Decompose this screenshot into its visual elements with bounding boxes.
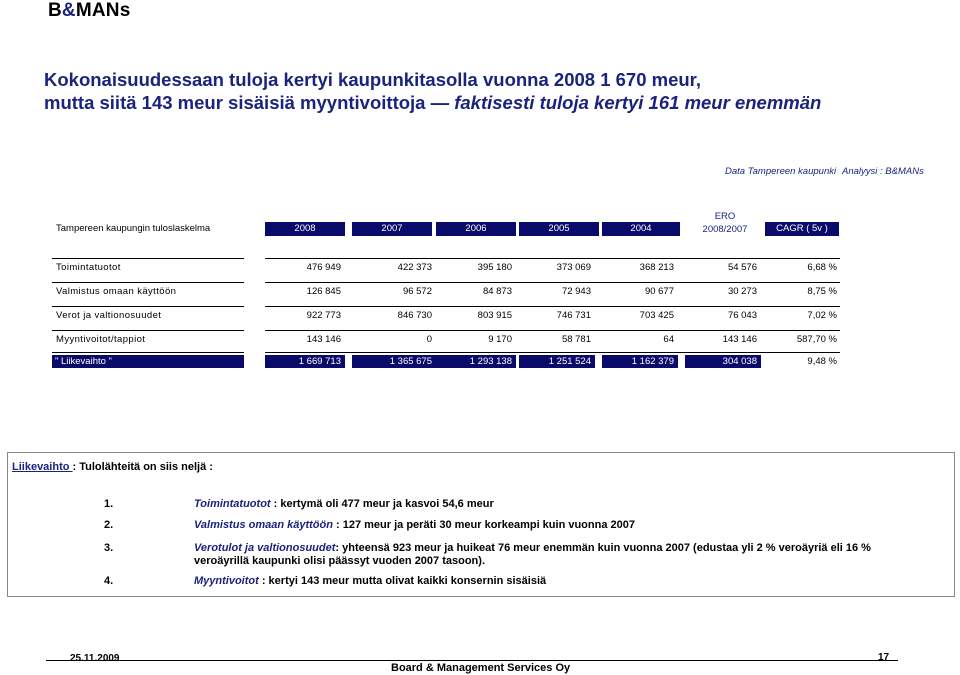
note-text: : yhteensä 923 meur ja huikeat 76 meur enemmän kuin vuonna 2007 (edustaa yli 2 % veroäyriä eli 16 % veroäyrillä kaupunki olisi päässyt vuoden 2007 tasoon). bbox=[194, 542, 871, 567]
note-text: : kertymä oli 477 meur ja kasvoi 54,6 meur bbox=[270, 498, 494, 510]
title-line-1: Kokonaisuudessaan tuloja kertyi kaupunkitasolla vuonna 2008 1 670 meur, bbox=[44, 69, 701, 90]
ero-header bbox=[690, 210, 760, 236]
row-line bbox=[52, 330, 244, 331]
total-cagr: 9,48 % bbox=[807, 356, 837, 367]
table-cell: 96 572 bbox=[402, 286, 432, 297]
row-label-myyntivoitot: Myyntivoitot/tappiot bbox=[56, 334, 146, 345]
page-title bbox=[44, 68, 821, 114]
year-header-2007: 2007 bbox=[352, 222, 432, 236]
row-line bbox=[265, 330, 840, 331]
table-cell: 476 949 bbox=[306, 262, 341, 273]
logo-suffix: MANs bbox=[75, 0, 131, 21]
total-cell: 304 038 bbox=[685, 355, 761, 368]
title-line-2-italic: faktisesti tuloja kertyi 161 meur enemmän bbox=[454, 92, 822, 113]
note-number: 3. bbox=[104, 542, 114, 554]
row-label-toimintatuotot: Toimintatuotot bbox=[56, 262, 121, 273]
ero-subtitle: 2008/2007 bbox=[702, 224, 748, 235]
table-cell: 703 425 bbox=[639, 310, 674, 321]
note-key: Verotulot ja valtionosuudet bbox=[194, 542, 336, 554]
table-cell: 126 845 bbox=[306, 286, 341, 297]
logo-prefix: B bbox=[48, 0, 62, 21]
notes-heading-rest: : Tulolähteitä on siis neljä : bbox=[72, 461, 213, 473]
cagr-header: CAGR ( 5v ) bbox=[765, 222, 839, 236]
note-text: : kertyi 143 meur mutta olivat kaikki konsernin sisäisiä bbox=[258, 575, 547, 587]
table-cell: 54 576 bbox=[727, 262, 757, 273]
source-analysis: Analyysi : B&MANs bbox=[842, 166, 924, 177]
row-line bbox=[265, 258, 840, 259]
note-key: Valmistus omaan käyttöön bbox=[194, 519, 333, 531]
table-cell: 76 043 bbox=[727, 310, 757, 321]
table-cell: 6,68 % bbox=[807, 262, 837, 273]
table-cell: 368 213 bbox=[639, 262, 674, 273]
row-line bbox=[265, 282, 840, 283]
table-cell: 84 873 bbox=[482, 286, 512, 297]
title-line-2-plain: mutta siitä 143 meur sisäisiä myyntivoittoja — bbox=[44, 92, 455, 113]
note-number: 2. bbox=[104, 519, 114, 531]
table-label: Tampereen kaupungin tuloslaskelma bbox=[56, 223, 211, 234]
total-cell: 1 293 138 bbox=[436, 355, 516, 368]
footer-date: 25.11.2009 bbox=[70, 653, 120, 664]
year-header-2004: 2004 bbox=[602, 222, 680, 236]
table-cell: 8,75 % bbox=[807, 286, 837, 297]
table-cell: 587,70 % bbox=[796, 334, 837, 345]
page-number: 17 bbox=[878, 652, 890, 663]
total-cell: 1 669 713 bbox=[265, 355, 345, 368]
logo bbox=[48, 0, 130, 22]
table-cell: 72 943 bbox=[561, 286, 591, 297]
year-header-2006: 2006 bbox=[436, 222, 516, 236]
title-line-2 bbox=[44, 91, 821, 114]
table-cell: 7,02 % bbox=[807, 310, 837, 321]
table-cell: 0 bbox=[426, 334, 432, 345]
table-cell: 9 170 bbox=[488, 334, 512, 345]
table-cell: 422 373 bbox=[397, 262, 432, 273]
total-cell: 1 162 379 bbox=[602, 355, 678, 368]
table-cell: 64 bbox=[663, 334, 674, 345]
note-key: Myyntivoitot bbox=[194, 575, 259, 587]
table-cell: 90 677 bbox=[644, 286, 674, 297]
note-number: 4. bbox=[104, 575, 114, 587]
total-cell: 1 251 524 bbox=[519, 355, 595, 368]
table-cell: 803 915 bbox=[477, 310, 512, 321]
logo-amp: & bbox=[61, 0, 76, 21]
footer-company: Board & Management Services Oy bbox=[391, 662, 571, 674]
note-text: : 127 meur ja peräti 30 meur korkeampi kuin vuonna 2007 bbox=[332, 519, 635, 531]
table-cell: 746 731 bbox=[556, 310, 591, 321]
table-cell: 30 273 bbox=[727, 286, 757, 297]
footer-divider bbox=[46, 660, 898, 661]
row-line bbox=[265, 352, 840, 353]
total-cell: 1 365 675 bbox=[352, 355, 436, 368]
note-key: Toimintatuotot bbox=[194, 498, 271, 510]
row-line bbox=[52, 306, 244, 307]
note-number: 1. bbox=[104, 498, 114, 510]
liikevaihto-link[interactable]: Liikevaihto bbox=[12, 461, 73, 473]
table-cell: 373 069 bbox=[556, 262, 591, 273]
row-line bbox=[265, 306, 840, 307]
row-line bbox=[52, 352, 244, 353]
table-cell: 143 146 bbox=[306, 334, 341, 345]
year-header-2008: 2008 bbox=[265, 222, 345, 236]
table-cell: 846 730 bbox=[397, 310, 432, 321]
table-cell: 58 781 bbox=[561, 334, 591, 345]
row-label-verot: Verot ja valtionosuudet bbox=[56, 310, 162, 321]
table-cell: 143 146 bbox=[722, 334, 757, 345]
table-cell: 395 180 bbox=[477, 262, 512, 273]
row-label-valmistus: Valmistus omaan käyttöön bbox=[56, 286, 177, 297]
row-label-liikevaihto: " Liikevaihto " bbox=[52, 355, 244, 368]
notes-heading bbox=[12, 461, 213, 473]
year-header-2005: 2005 bbox=[519, 222, 599, 236]
row-line bbox=[52, 258, 244, 259]
table-cell: 922 773 bbox=[306, 310, 341, 321]
row-line bbox=[52, 282, 244, 283]
source-data: Data Tampereen kaupunki bbox=[725, 166, 837, 177]
ero-title: ERO bbox=[714, 211, 736, 222]
